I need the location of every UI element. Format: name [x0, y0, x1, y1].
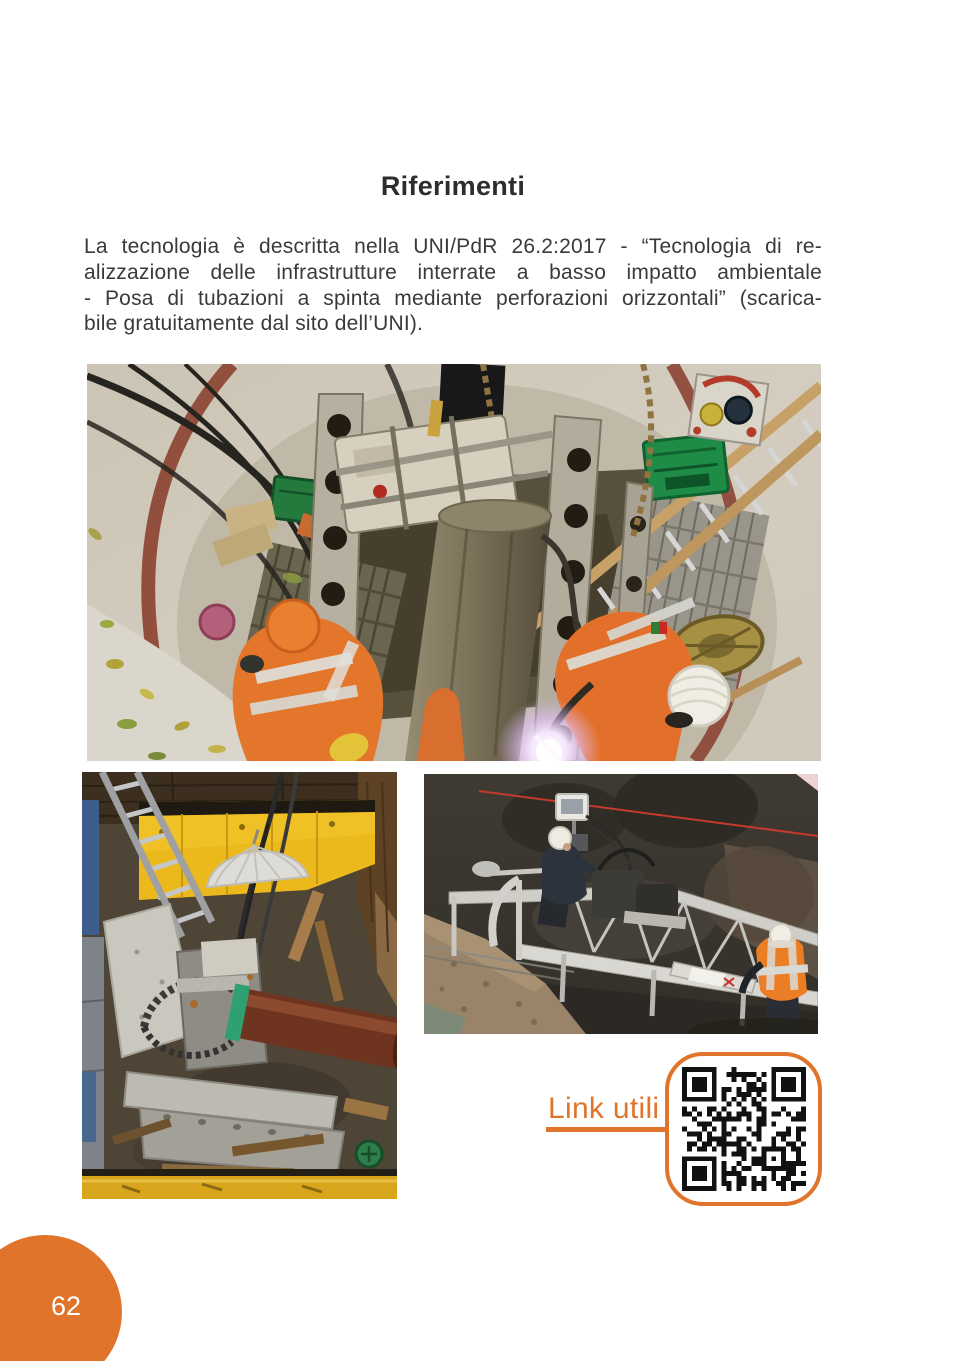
- qr-code-frame: [665, 1052, 822, 1206]
- qr-code: [682, 1067, 806, 1191]
- paragraph-line: La tecnologia è descritta nella UNI/PdR 26.2:2017 - “Tecnologia di re-: [84, 235, 822, 258]
- page-number: 62: [50, 1291, 82, 1321]
- photo-pit-pipejack: [82, 772, 397, 1199]
- page-title: Riferimenti: [380, 171, 526, 201]
- photo-rig-illustration: [424, 774, 818, 1034]
- link-utili-label[interactable]: Link utili: [548, 1092, 660, 1125]
- photo-shaft-welding: [87, 364, 821, 761]
- link-utili-underline: [546, 1127, 668, 1132]
- body-paragraph: [84, 234, 822, 337]
- paragraph-line: alizzazione delle infrastrutture interrate a basso impatto ambientale: [84, 260, 822, 284]
- paragraph-line: bile gratuitamente dal sito dell’UNI).: [84, 312, 424, 336]
- paragraph-line: - Posa di tubazioni a spinta mediante perforazioni orizzontali” (scarica-: [84, 286, 822, 310]
- survey-instrument: [688, 374, 768, 446]
- photo-rig-laser: [424, 774, 818, 1034]
- photo-shaft-illustration: [87, 364, 821, 761]
- photo-pit-illustration: [82, 772, 397, 1199]
